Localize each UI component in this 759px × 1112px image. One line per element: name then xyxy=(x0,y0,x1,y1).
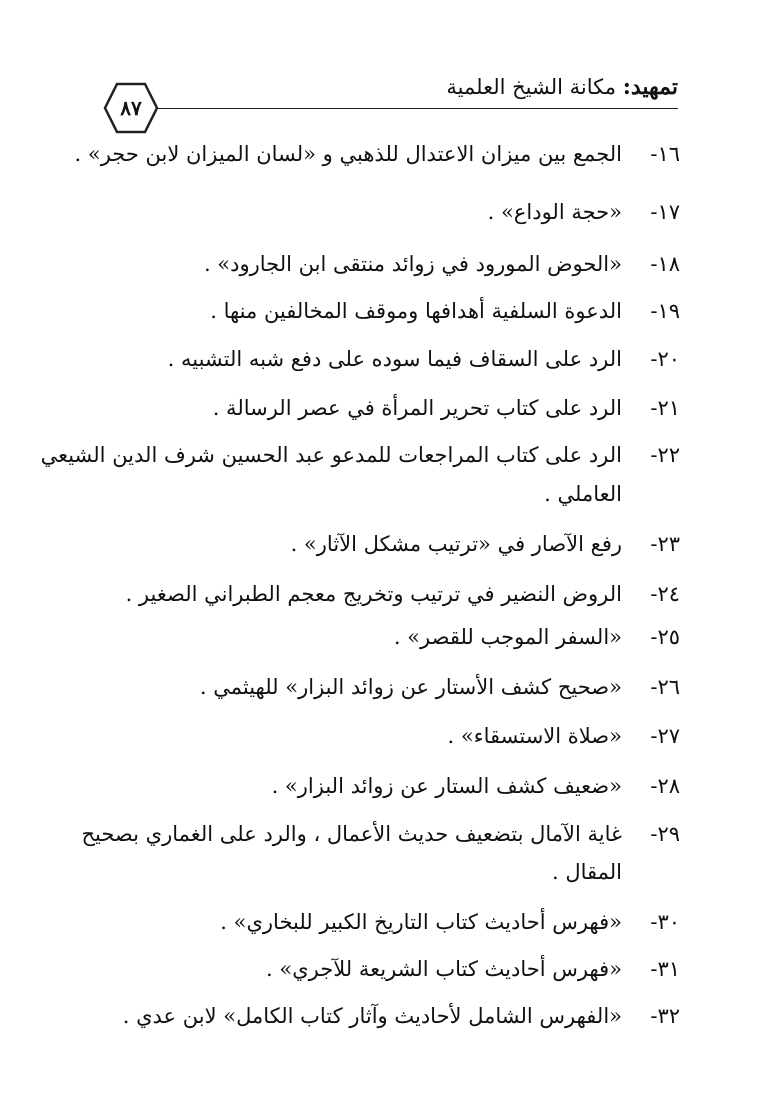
item-text: غاية الآمال بتضعيف حديث الأعمال ، والرد على الغماري بصحيح xyxy=(81,822,622,846)
item-text: الروض النضير في ترتيب وتخريج معجم الطبراني الصغير . xyxy=(125,582,622,606)
item-number: ١٨- xyxy=(650,252,680,276)
list-item xyxy=(100,953,680,985)
page-number-badge xyxy=(103,82,159,134)
item-number: ٣٠- xyxy=(650,910,680,934)
item-text: «ضعيف كشف الستار عن زوائد البزار» . xyxy=(271,774,622,798)
list-item xyxy=(100,671,680,703)
item-text: «صلاة الاستسقاء» . xyxy=(447,724,622,748)
header-rule xyxy=(155,108,678,109)
item-number: ١٧- xyxy=(650,200,680,224)
item-text: «حجة الوداع» . xyxy=(487,200,622,224)
list-item xyxy=(100,528,680,560)
list-item xyxy=(100,1000,680,1032)
list-item xyxy=(40,439,680,471)
item-number: ٣٢- xyxy=(650,1004,680,1028)
list-item xyxy=(100,196,680,228)
header-title xyxy=(446,72,678,102)
item-number: ٢٥- xyxy=(650,625,680,649)
item-number: ٢٢- xyxy=(650,443,680,467)
list-item xyxy=(100,621,680,653)
item-number: ١٦- xyxy=(650,142,680,166)
item-text: «الفهرس الشامل لأحاديث وآثار كتاب الكامل» لابن عدي . xyxy=(122,1004,622,1028)
item-number: ٢٨- xyxy=(650,774,680,798)
item-text: الرد على السقاف فيما سوده على دفع شبه التشبيه . xyxy=(167,347,622,371)
list-item xyxy=(74,138,680,170)
item-text: «الحوض المورود في زوائد منتقى ابن الجارود» . xyxy=(203,252,622,276)
item-text: «السفر الموجب للقصر» . xyxy=(393,625,622,649)
item-number: ٢٠- xyxy=(650,347,680,371)
chapter-label: تمهيد: xyxy=(622,74,678,100)
list-item xyxy=(100,392,680,424)
item-text: «صحيح كشف الأستار عن زوائد البزار» للهيثمي . xyxy=(199,675,622,699)
list-item xyxy=(100,770,680,802)
item-number: ٣١- xyxy=(650,957,680,981)
item-number: ٢٩- xyxy=(650,822,680,846)
list-item xyxy=(100,343,680,375)
list-item xyxy=(100,295,680,327)
item-number: ٢١- xyxy=(650,396,680,420)
item-text: «فهرس أحاديث كتاب الشريعة للآجري» . xyxy=(266,957,622,981)
section-subtitle: مكانة الشيخ العلمية xyxy=(446,75,617,99)
list-item xyxy=(81,818,680,850)
page-number: ٨٧ xyxy=(120,96,142,120)
list-item xyxy=(100,720,680,752)
item-number: ٢٧- xyxy=(650,724,680,748)
list-item-continuation xyxy=(100,856,680,888)
item-text: الرد على كتاب تحرير المرأة في عصر الرسالة . xyxy=(212,396,622,420)
item-text: الرد على كتاب المراجعات للمدعو عبد الحسين شرف الدين الشيعي xyxy=(40,443,622,467)
list-item xyxy=(100,578,680,610)
list-item xyxy=(100,906,680,938)
page-header xyxy=(103,62,678,136)
item-number: ٢٦- xyxy=(650,675,680,699)
item-number: ٢٣- xyxy=(650,532,680,556)
item-text-continued: العاملي . xyxy=(544,482,622,506)
item-number: ٢٤- xyxy=(650,582,680,606)
item-number: ١٩- xyxy=(650,299,680,323)
item-text: رفع الآصار في «ترتيب مشكل الآثار» . xyxy=(290,532,622,556)
item-text: «فهرس أحاديث كتاب التاريخ الكبير للبخاري» . xyxy=(220,910,622,934)
item-text: الجمع بين ميزان الاعتدال للذهبي و «لسان الميزان لابن حجر» . xyxy=(74,142,622,166)
list-item xyxy=(100,248,680,280)
item-text: الدعوة السلفية أهدافها وموقف المخالفين منها . xyxy=(210,299,622,323)
item-text-continued: المقال . xyxy=(551,860,622,884)
list-item-continuation xyxy=(100,478,680,510)
